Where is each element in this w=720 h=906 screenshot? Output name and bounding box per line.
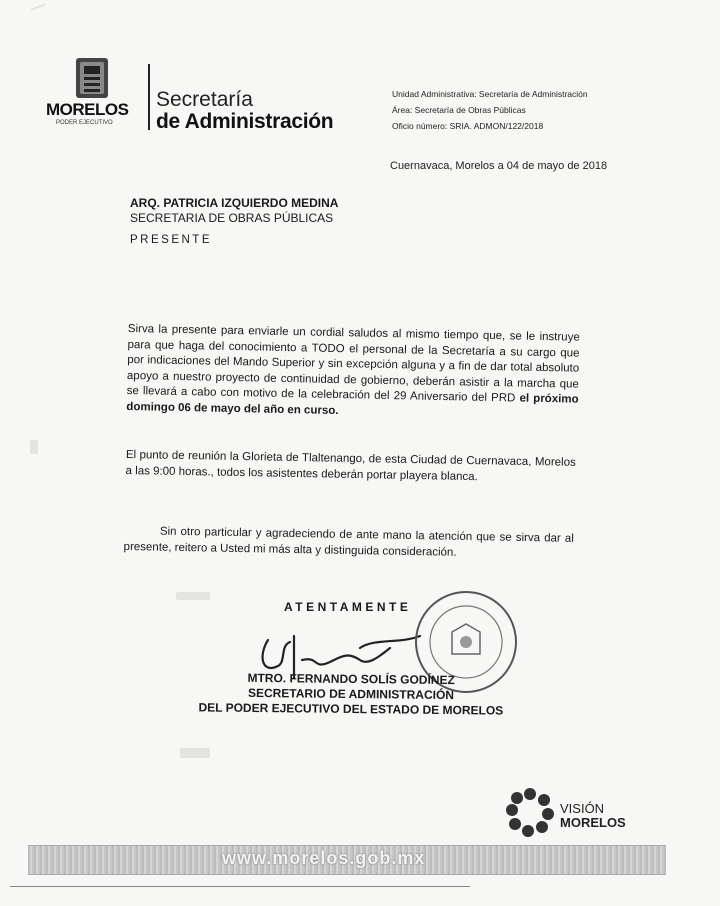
body-paragraph-1 xyxy=(126,322,580,424)
scan-mark xyxy=(176,592,210,600)
addressee-block xyxy=(130,196,338,226)
signer-name: MTRO. FERNANDO SOLÍS GODÍNEZ xyxy=(247,670,455,688)
vision-morelos-text xyxy=(560,802,626,830)
vision-morelos-logo-icon xyxy=(504,786,556,838)
meta-area: Área: Secretaría de Obras Públicas xyxy=(392,105,526,115)
brand-subtitle: PODER EJECUTIVO xyxy=(56,120,113,126)
footer-url: www.morelos.gob.mx xyxy=(222,848,426,868)
body-p1-text: Sirva la presente para enviarle un cordial saludos al mismo tiempo que, se le instruye para que haga del conocimiento a TODO el personal de la Secretaría a su cargo que por indicaciones del Mando Superior y sin excepción alguna y a fin de dar total absoluto apoyo a nuestro proyecto de continuidad de gobierno, deberán asistir a la marcha que se llevará a cabo con motivo de la celebración del 29 Aniversario del PRD xyxy=(126,322,580,405)
letter-date: Cuernavaca, Morelos a 04 de mayo de 2018 xyxy=(390,160,608,172)
signer-block xyxy=(176,670,526,719)
brand-name: MORELOS xyxy=(46,100,129,119)
meta-oficio: Oficio número: SRIA. ADMON/122/2018 xyxy=(392,121,544,131)
morelos-logo xyxy=(46,56,146,136)
logo-divider xyxy=(148,64,150,130)
signer-title-line1: SECRETARIO DE ADMINISTRACIÓN xyxy=(247,685,455,703)
addressee-name: ARQ. PATRICIA IZQUIERDO MEDINA xyxy=(130,196,339,210)
scan-mark xyxy=(180,748,210,758)
signer-title-line2: DEL PODER EJECUTIVO DEL ESTADO DE MORELOS xyxy=(198,700,504,718)
dept-name-line1: Secretaría xyxy=(156,88,253,111)
meta-unidad: Unidad Administrativa: Secretaría de Administración xyxy=(392,89,588,99)
scan-mark xyxy=(30,3,46,10)
crest-icon xyxy=(74,56,110,102)
dept-name-line2: de Administración xyxy=(156,110,334,133)
vision-line2: MORELOS xyxy=(560,815,626,830)
scan-mark xyxy=(30,440,38,454)
closing-atentamente: ATENTAMENTE xyxy=(284,600,412,614)
body-p1-bold: el próximo domingo 06 de mayo del año en curso. xyxy=(126,392,579,417)
body-paragraph-2: El punto de reunión la Glorieta de Tlaltenango, de esta Ciudad de Cuernavaca, Morelos a las 9:00 horas., todos los asistentes deberán portar playera blanca. xyxy=(125,448,576,483)
addressee-title: SECRETARIA DE OBRAS PÚBLICAS xyxy=(130,211,334,225)
body-paragraph-3: Sin otro particular y agradeciendo de ante mano la atención que se sirva dar al presente, reitero a Usted mi más alta y distinguida consideración. xyxy=(123,525,574,559)
presente-label: PRESENTE xyxy=(130,234,212,246)
document-meta xyxy=(392,86,588,134)
vision-line1: VISIÓN xyxy=(560,801,605,816)
bottom-rule xyxy=(10,886,470,887)
